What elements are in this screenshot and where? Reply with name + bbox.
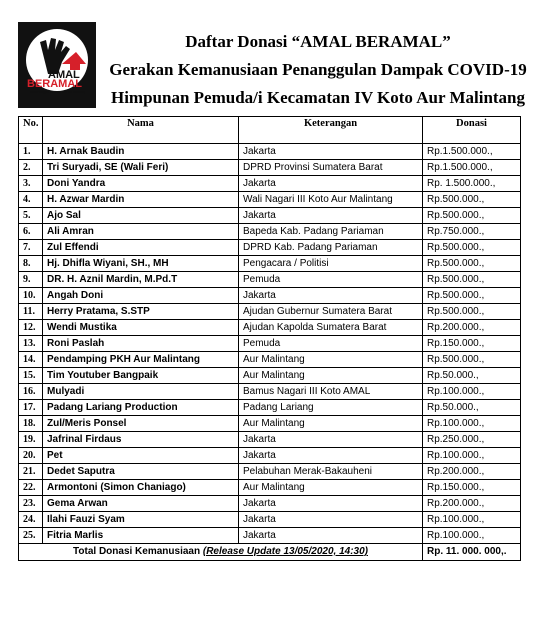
organization-name: Himpunan Pemuda/i Kecamatan IV Koto Aur Malintang <box>110 88 526 107</box>
cell-nama: Padang Lariang Production <box>43 400 239 416</box>
cell-keterangan: Jakarta <box>239 208 423 224</box>
table-row <box>19 192 521 208</box>
cell-no: 8. <box>19 256 43 272</box>
cell-donasi: Rp.1.500.000., <box>423 160 521 176</box>
table-row <box>19 176 521 192</box>
logo-text-beramal: BERAMAL <box>27 78 82 90</box>
total-release-update: (Release Update 13/05/2020, 14:30) <box>202 546 368 557</box>
cell-donasi: Rp.50.000., <box>423 400 521 416</box>
cell-keterangan: Pengacara / Politisi <box>239 256 423 272</box>
cell-donasi: Rp.500.000., <box>423 272 521 288</box>
amal-beramal-logo <box>18 22 96 108</box>
cell-keterangan: Jakarta <box>239 144 423 160</box>
cell-no: 20. <box>19 448 43 464</box>
table-row <box>19 512 521 528</box>
cell-donasi: Rp.500.000., <box>423 256 521 272</box>
cell-nama: Tri Suryadi, SE (Wali Feri) <box>43 160 239 176</box>
table-row <box>19 304 521 320</box>
cell-keterangan: Jakarta <box>239 528 423 544</box>
cell-keterangan: Aur Malintang <box>239 368 423 384</box>
total-row <box>19 544 521 561</box>
cell-donasi: Rp.100.000., <box>423 416 521 432</box>
table-row <box>19 384 521 400</box>
table-row <box>19 224 521 240</box>
logo-tagline: Gerak Tanggap Bencana Koto Aur Malintang <box>30 90 86 94</box>
cell-no: 9. <box>19 272 43 288</box>
cell-keterangan: Jakarta <box>239 496 423 512</box>
cell-keterangan: Jakarta <box>239 432 423 448</box>
donation-rows <box>19 144 521 544</box>
table-row <box>19 528 521 544</box>
cell-nama: Angah Doni <box>43 288 239 304</box>
table-row <box>19 352 521 368</box>
cell-nama: H. Azwar Mardin <box>43 192 239 208</box>
cell-donasi: Rp.500.000., <box>423 288 521 304</box>
table-row <box>19 496 521 512</box>
cell-donasi: Rp. 1.500.000., <box>423 176 521 192</box>
cell-keterangan: DPRD Kab. Padang Pariaman <box>239 240 423 256</box>
cell-no: 10. <box>19 288 43 304</box>
cell-nama: H. Arnak Baudin <box>43 144 239 160</box>
column-header-keterangan: Keterangan <box>239 117 423 144</box>
cell-no: 5. <box>19 208 43 224</box>
cell-donasi: Rp.100.000., <box>423 448 521 464</box>
table-row <box>19 480 521 496</box>
cell-no: 14. <box>19 352 43 368</box>
table-row <box>19 368 521 384</box>
table-row <box>19 144 521 160</box>
cell-keterangan: Bapeda Kab. Padang Pariaman <box>239 224 423 240</box>
cell-nama: Fitria Marlis <box>43 528 239 544</box>
table-row <box>19 416 521 432</box>
document-title: Daftar Donasi “AMAL BERAMAL” <box>185 32 451 51</box>
cell-keterangan: Ajudan Kapolda Sumatera Barat <box>239 320 423 336</box>
table-row <box>19 448 521 464</box>
cell-nama: Dedet Saputra <box>43 464 239 480</box>
cell-donasi: Rp.200.000., <box>423 320 521 336</box>
cell-donasi: Rp.1.500.000., <box>423 144 521 160</box>
cell-keterangan: Pelabuhan Merak-Bakauheni <box>239 464 423 480</box>
cell-nama: Armontoni (Simon Chaniago) <box>43 480 239 496</box>
cell-no: 3. <box>19 176 43 192</box>
cell-nama: Ilahi Fauzi Syam <box>43 512 239 528</box>
cell-donasi: Rp.500.000., <box>423 304 521 320</box>
cell-no: 1. <box>19 144 43 160</box>
cell-donasi: Rp.100.000., <box>423 384 521 400</box>
cell-keterangan: Wali Nagari III Koto Aur Malintang <box>239 192 423 208</box>
cell-nama: Ajo Sal <box>43 208 239 224</box>
cell-no: 21. <box>19 464 43 480</box>
cell-no: 7. <box>19 240 43 256</box>
column-header-nama: Nama <box>43 117 239 144</box>
table-row <box>19 432 521 448</box>
donation-table <box>18 116 521 561</box>
table-row <box>19 160 521 176</box>
document-header <box>108 28 528 112</box>
cell-donasi: Rp.150.000., <box>423 480 521 496</box>
document-subtitle: Gerakan Kemanusiaan Penanggulan Dampak COVID-19 <box>109 60 527 79</box>
cell-keterangan: Jakarta <box>239 288 423 304</box>
cell-keterangan: Ajudan Gubernur Sumatera Barat <box>239 304 423 320</box>
table-row <box>19 288 521 304</box>
cell-no: 18. <box>19 416 43 432</box>
cell-nama: Zul/Meris Ponsel <box>43 416 239 432</box>
cell-donasi: Rp.100.000., <box>423 512 521 528</box>
cell-no: 24. <box>19 512 43 528</box>
cell-nama: Gema Arwan <box>43 496 239 512</box>
cell-donasi: Rp.50.000., <box>423 368 521 384</box>
cell-no: 13. <box>19 336 43 352</box>
table-row <box>19 256 521 272</box>
cell-donasi: Rp.250.000., <box>423 432 521 448</box>
cell-keterangan: Jakarta <box>239 176 423 192</box>
cell-donasi: Rp.750.000., <box>423 224 521 240</box>
cell-no: 25. <box>19 528 43 544</box>
table-row <box>19 240 521 256</box>
cell-no: 15. <box>19 368 43 384</box>
cell-nama: Roni Paslah <box>43 336 239 352</box>
table-row <box>19 400 521 416</box>
cell-donasi: Rp.150.000., <box>423 336 521 352</box>
cell-nama: Pet <box>43 448 239 464</box>
cell-keterangan: Pemuda <box>239 272 423 288</box>
cell-nama: Jafrinal Firdaus <box>43 432 239 448</box>
cell-nama: Doni Yandra <box>43 176 239 192</box>
logo-emblem-icon <box>18 22 96 108</box>
cell-keterangan: Jakarta <box>239 448 423 464</box>
cell-nama: DR. H. Aznil Mardin, M.Pd.T <box>43 272 239 288</box>
total-label-cell <box>19 544 423 561</box>
cell-nama: Hj. Dhifla Wiyani, SH., MH <box>43 256 239 272</box>
cell-no: 17. <box>19 400 43 416</box>
table-row <box>19 320 521 336</box>
cell-keterangan: Jakarta <box>239 512 423 528</box>
cell-no: 16. <box>19 384 43 400</box>
cell-nama: Zul Effendi <box>43 240 239 256</box>
cell-donasi: Rp.200.000., <box>423 496 521 512</box>
table-row <box>19 336 521 352</box>
cell-nama: Mulyadi <box>43 384 239 400</box>
cell-no: 12. <box>19 320 43 336</box>
cell-keterangan: Bamus Nagari III Koto AMAL <box>239 384 423 400</box>
cell-keterangan: Pemuda <box>239 336 423 352</box>
logo-text-amal: AMAL <box>48 69 80 81</box>
cell-no: 11. <box>19 304 43 320</box>
cell-keterangan: DPRD Provinsi Sumatera Barat <box>239 160 423 176</box>
cell-nama: Tim Youtuber Bangpaik <box>43 368 239 384</box>
cell-donasi: Rp.100.000., <box>423 528 521 544</box>
cell-nama: Ali Amran <box>43 224 239 240</box>
cell-nama: Wendi Mustika <box>43 320 239 336</box>
cell-donasi: Rp.500.000., <box>423 240 521 256</box>
cell-keterangan: Aur Malintang <box>239 352 423 368</box>
cell-keterangan: Aur Malintang <box>239 480 423 496</box>
column-header-donasi: Donasi <box>423 117 521 144</box>
cell-no: 19. <box>19 432 43 448</box>
cell-keterangan: Padang Lariang <box>239 400 423 416</box>
table-header-row <box>19 117 521 144</box>
total-label: Total Donasi Kemanusiaan <box>73 546 201 557</box>
column-header-no: No. <box>19 117 43 144</box>
cell-nama: Herry Pratama, S.STP <box>43 304 239 320</box>
total-value: Rp. 11. 000. 000,. <box>423 544 521 561</box>
cell-no: 2. <box>19 160 43 176</box>
cell-donasi: Rp.500.000., <box>423 352 521 368</box>
cell-nama: Pendamping PKH Aur Malintang <box>43 352 239 368</box>
cell-donasi: Rp.200.000., <box>423 464 521 480</box>
table-row <box>19 272 521 288</box>
cell-no: 22. <box>19 480 43 496</box>
cell-no: 4. <box>19 192 43 208</box>
table-row <box>19 208 521 224</box>
cell-keterangan: Aur Malintang <box>239 416 423 432</box>
cell-no: 23. <box>19 496 43 512</box>
cell-donasi: Rp.500.000., <box>423 192 521 208</box>
cell-donasi: Rp.500.000., <box>423 208 521 224</box>
cell-no: 6. <box>19 224 43 240</box>
table-row <box>19 464 521 480</box>
